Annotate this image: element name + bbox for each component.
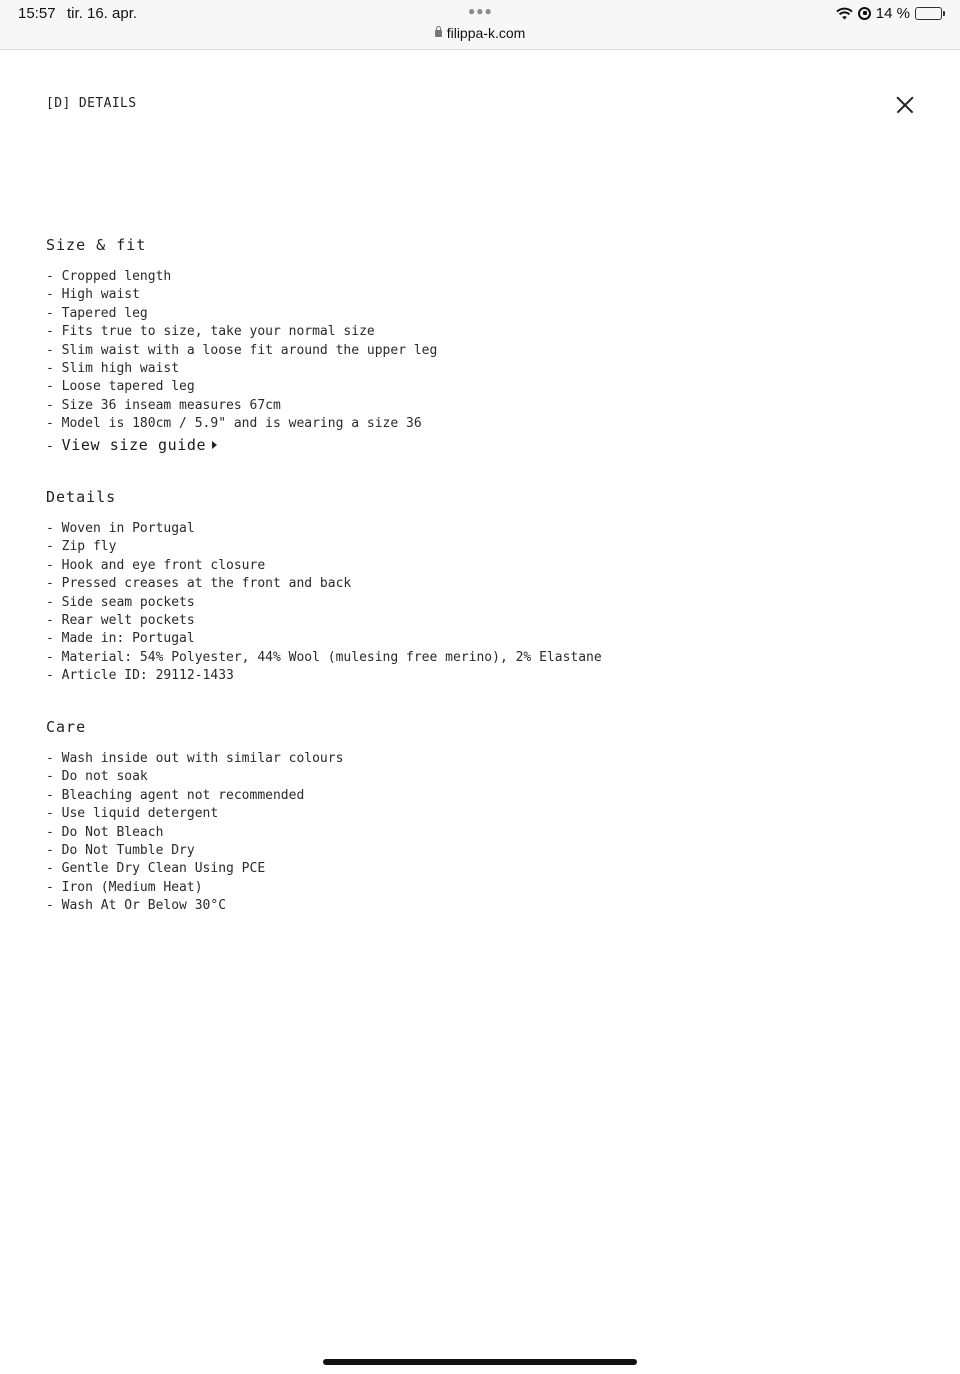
status-bar (0, 0, 960, 50)
lock-icon (435, 30, 442, 37)
address-bar[interactable] (0, 25, 960, 41)
care-heading: Care (46, 718, 87, 736)
triangle-right-icon (212, 441, 217, 449)
list-item: - Iron (Medium Heat) (46, 879, 343, 897)
view-size-guide-label: View size guide (61, 435, 207, 454)
status-indicators (836, 5, 942, 22)
list-item: - Made in: Portugal (46, 630, 602, 648)
list-item: - Zip fly (46, 538, 602, 556)
list-item: - Model is 180cm / 5.9" and is wearing a size 36 (46, 415, 437, 433)
multitasking-dots-icon[interactable]: ●●● (468, 4, 493, 18)
list-item: - Do Not Tumble Dry (46, 842, 343, 860)
close-icon[interactable] (893, 93, 917, 117)
url-text: filippa-k.com (446, 25, 526, 41)
size-fit-heading: Size & fit (46, 236, 147, 254)
list-item: - Use liquid detergent (46, 805, 343, 823)
size-guide-row (46, 434, 437, 458)
list-item: - Slim waist with a loose fit around the upper leg (46, 342, 437, 360)
wifi-icon (836, 7, 853, 20)
list-item: - Wash At Or Below 30°C (46, 897, 343, 915)
list-item: - Cropped length (46, 268, 437, 286)
list-item: - Wash inside out with similar colours (46, 750, 343, 768)
rotation-lock-icon (858, 7, 871, 20)
list-item: - Do not soak (46, 768, 343, 786)
details-section (46, 488, 602, 686)
panel-label: [D] DETAILS (46, 96, 137, 111)
list-item: - Fits true to size, take your normal size (46, 323, 437, 341)
size-fit-section (46, 236, 437, 458)
details-list (46, 520, 602, 686)
battery-percentage: 14 % (875, 5, 910, 22)
list-item: - Gentle Dry Clean Using PCE (46, 860, 343, 878)
status-date: tir. 16. apr. (67, 5, 138, 22)
list-item: - Side seam pockets (46, 594, 602, 612)
size-fit-list (46, 268, 437, 434)
list-item: - Woven in Portugal (46, 520, 602, 538)
list-item: - Loose tapered leg (46, 378, 437, 396)
list-item: - Hook and eye front closure (46, 557, 602, 575)
care-list (46, 750, 343, 916)
care-section (46, 718, 343, 916)
status-time: 15:57 (18, 5, 56, 22)
list-item: - Material: 54% Polyester, 44% Wool (mulesing free merino), 2% Elastane (46, 649, 602, 667)
list-item: - Tapered leg (46, 305, 437, 323)
home-indicator[interactable] (323, 1359, 637, 1365)
list-item: - Do Not Bleach (46, 824, 343, 842)
list-item: - Size 36 inseam measures 67cm (46, 397, 437, 415)
view-size-guide-link[interactable] (62, 434, 217, 456)
list-item: - Pressed creases at the front and back (46, 575, 602, 593)
list-item: - Rear welt pockets (46, 612, 602, 630)
list-item: - Bleaching agent not recommended (46, 787, 343, 805)
details-heading: Details (46, 488, 117, 506)
list-item: - Slim high waist (46, 360, 437, 378)
battery-icon (915, 7, 942, 20)
list-item: - High waist (46, 286, 437, 304)
list-item: - Article ID: 29112-1433 (46, 667, 602, 685)
